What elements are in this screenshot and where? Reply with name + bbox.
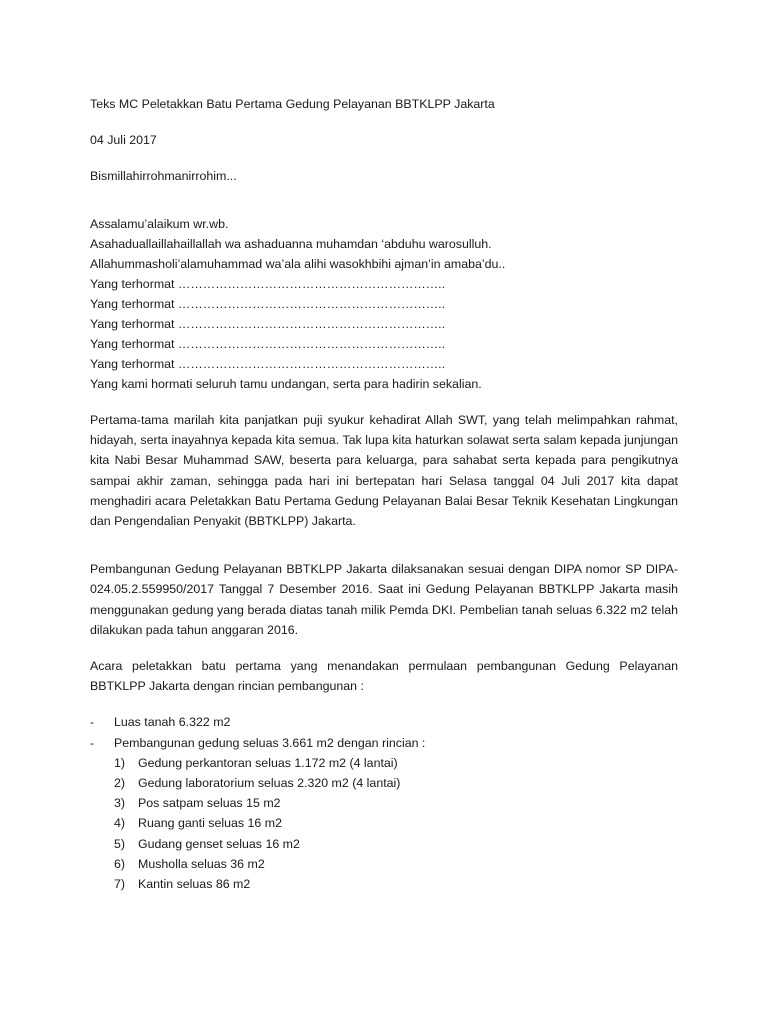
item-text: Pos satpam seluas 15 m2 [138, 796, 281, 811]
greetings-block [90, 214, 678, 394]
building-detail-item [114, 834, 678, 854]
paragraph-construction: Pembangunan Gedung Pelayanan BBTKLPP Jakarta dilaksanakan sesuai dengan DIPA nomor SP DIPA-024.05.2.559950/2017 Tanggal 7 Desember 2016. Saat ini Gedung Pelayanan BBTKLPP Jakarta masih menggunakan gedung yang berada diatas tanah milik Pemda DKI. Pembelian tanah seluas 6.322 m2 telah dilakukan pada tahun anggaran 2016. [90, 562, 678, 637]
item-number: 7) [114, 877, 126, 892]
building-details-list [114, 753, 678, 894]
item-text: Musholla seluas 36 m2 [138, 856, 265, 871]
honored-guests-line: Yang kami hormati seluruh tamu undangan, serta para hadirin sekalian. [90, 377, 482, 391]
item-text: Gedung laboratorium seluas 2.320 m2 (4 lantai) [138, 776, 401, 791]
building-detail-item [114, 813, 678, 833]
honorific-line: Yang terhormat ……………………………………………………….. [90, 277, 446, 291]
item-number: 6) [114, 856, 126, 871]
item-text: Ruang ganti seluas 16 m2 [138, 816, 282, 831]
list-item: - Luas tanah 6.322 m2 [90, 712, 678, 732]
document-title: Teks MC Peletakkan Batu Pertama Gedung Pelayanan BBTKLPP Jakarta [90, 97, 495, 111]
item-number: 5) [114, 836, 126, 851]
honorific-line: Yang terhormat ……………………………………………………….. [90, 337, 446, 351]
greeting-line: Allahummasholi’alamuhammad wa’ala alihi wasokhbihi ajman’in amaba’du.. [90, 257, 506, 271]
item-text: Kantin seluas 86 m2 [138, 877, 251, 892]
building-detail-item [114, 874, 678, 894]
paragraph-ceremony: Acara peletakkan batu pertama yang menandakan permulaan pembangunan Gedung Pelayanan BBTKLPP Jakarta dengan rincian pembangunan : [90, 659, 678, 694]
item-number: 2) [114, 776, 126, 791]
opening-line: Bismillahirrohmanirrohim... [90, 169, 237, 183]
building-detail-item [114, 773, 678, 793]
honorific-line: Yang terhormat ……………………………………………………….. [90, 297, 446, 311]
construction-list [90, 712, 678, 894]
building-detail-item [114, 854, 678, 874]
list-item [90, 733, 678, 895]
building-detail-item [114, 793, 678, 813]
item-text: Gudang genset seluas 16 m2 [138, 836, 300, 851]
item-text: Gedung perkantoran seluas 1.172 m2 (4 lantai) [138, 755, 398, 770]
item-number: 4) [114, 816, 126, 831]
greeting-line: Assalamu’alaikum wr.wb. [90, 217, 229, 231]
greeting-line: Asahaduallaillahaillallah wa ashaduanna muhamdan ‘abduhu warosulluh. [90, 237, 492, 251]
building-detail-item [114, 753, 678, 773]
list-item-text: Pembangunan gedung seluas 3.661 m2 dengan rincian : [114, 735, 426, 750]
document-page [90, 94, 678, 894]
document-date: 04 Juli 2017 [90, 133, 157, 147]
item-number: 1) [114, 755, 126, 770]
item-number: 3) [114, 796, 126, 811]
honorific-line: Yang terhormat ……………………………………………………….. [90, 317, 446, 331]
honorific-line: Yang terhormat ……………………………………………………….. [90, 357, 446, 371]
paragraph-opening: Pertama-tama marilah kita panjatkan puji syukur kehadirat Allah SWT, yang telah melimpahkan rahmat, hidayah, serta inayahnya kepada kita semua. Tak lupa kita haturkan solawat serta salam kepada junjungan kita Nabi Besar Muhammad SAW, beserta para keluarga, para sahabat serta kepada para pengikutnya sampai akhir zaman, sehingga pada hari ini bertepatan hari Selasa tanggal 04 Juli 2017 kita dapat menghadiri acara Peletakkan Batu Pertama Gedung Pelayanan Balai Besar Teknik Kesehatan Lingkungan dan Pengendalian Penyakit (BBTKLPP) Jakarta. [90, 413, 678, 529]
